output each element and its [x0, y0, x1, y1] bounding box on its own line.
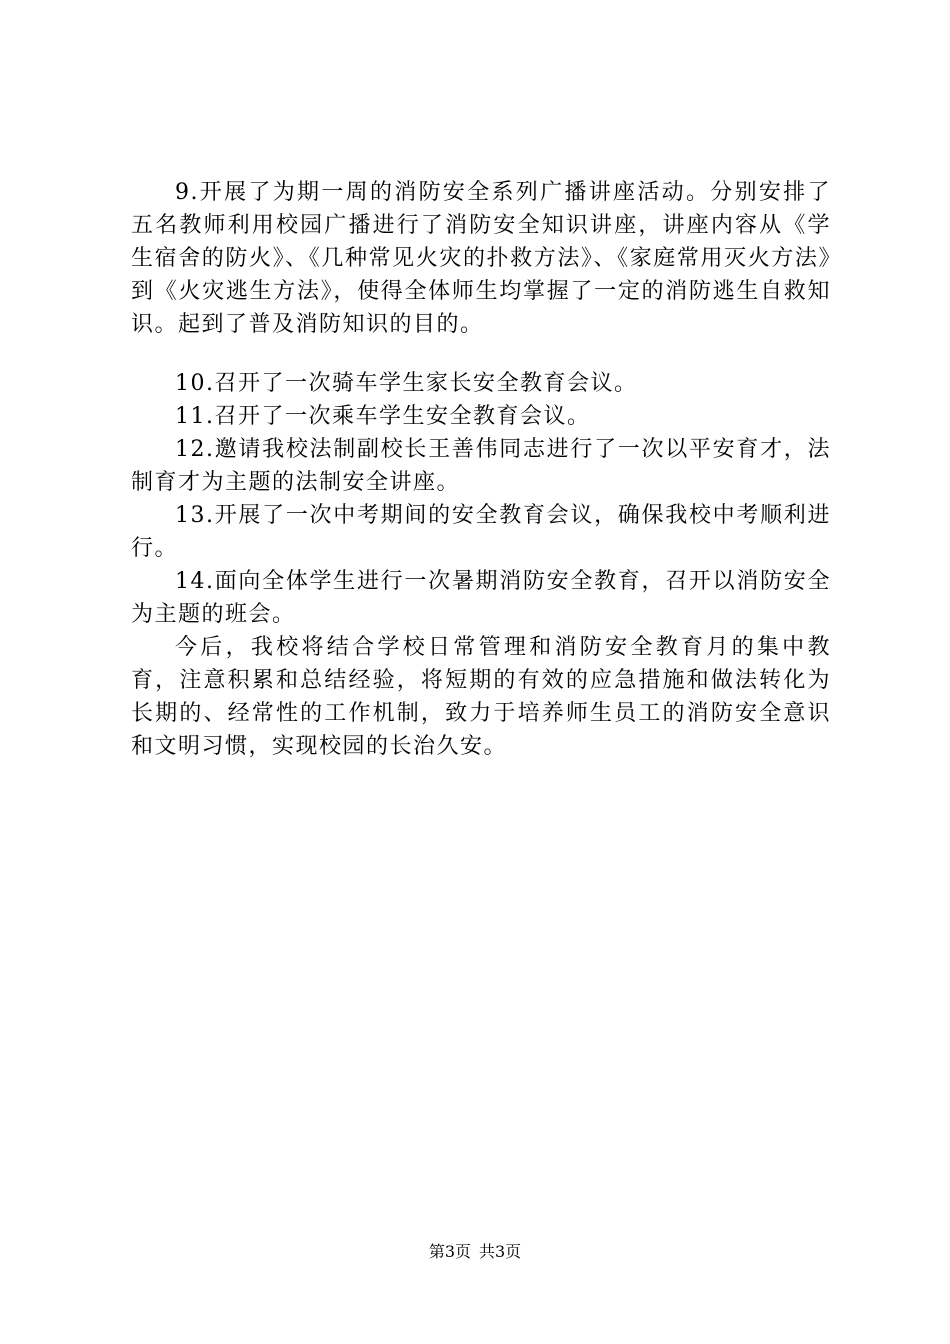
- paragraph-item-12: 12.邀请我校法制副校长王善伟同志进行了一次以平安育才，法制育才为主题的法制安全讲座。: [131, 437, 831, 495]
- page-number-total: 共3页: [479, 1242, 522, 1261]
- page-number-current: 第3页: [428, 1242, 471, 1261]
- document-body: [131, 176, 831, 763]
- paragraph-conclusion: 今后，我校将结合学校日常管理和消防安全教育月的集中教育，注意积累和总结经验，将短期的有效的应急措施和做法转化为长期的、经常性的工作机制，致力于培养师生员工的消防安全意识和文明习惯，实现校园的长治久安。: [131, 635, 831, 759]
- paragraph-item-10: 10.召开了一次骑车学生家长安全教育会议。: [175, 371, 638, 396]
- paragraph-item-11: 11.召开了一次乘车学生安全教育会议。: [175, 404, 591, 429]
- paragraph-item-14: 14.面向全体学生进行一次暑期消防安全教育，召开以消防安全为主题的班会。: [131, 569, 831, 627]
- paragraph-item-9: 9.开展了为期一周的消防安全系列广播讲座活动。分别安排了五名教师利用校园广播进行了消防安全知识讲座，讲座内容从《学生宿舍的防火》、《几种常见火灾的扑救方法》、《家庭常用灭火方法》到《火灾逃生方法》，使得全体师生均掌握了一定的消防逃生自救知识。起到了普及消防知识的目的。: [131, 180, 831, 337]
- paragraph-item-13: 13.开展了一次中考期间的安全教育会议，确保我校中考顺利进行。: [131, 503, 831, 561]
- page-footer: [0, 1242, 950, 1262]
